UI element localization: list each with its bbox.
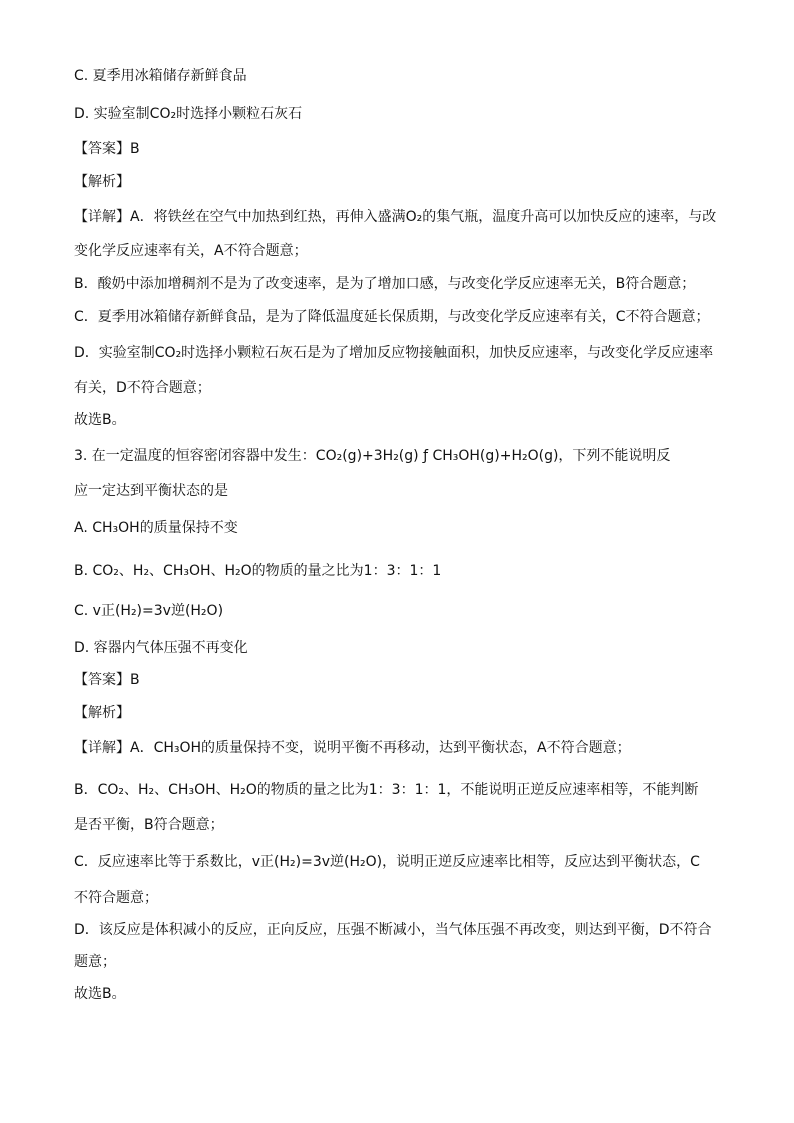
q3-detail-b-line1: B．CO₂、H₂、CH₃OH、H₂O的物质的量之比为1：3：1：1，不能说明正逆反应速率相等，不能判断 <box>74 782 699 798</box>
q2-option-c: C. 夏季用冰箱储存新鲜食品 <box>74 68 247 84</box>
q3-stem-line2: 应一定达到平衡状态的是 <box>74 483 228 499</box>
q3-detail-b-line2: 是否平衡，B符合题意； <box>74 817 224 833</box>
q3-detail-c-line1: C．反应速率比等于系数比，v正(H₂)=3v逆(H₂O)，说明正逆反应速率比相等，反应达到平衡状态，C <box>74 854 700 870</box>
q2-answer: 【答案】B <box>74 141 140 157</box>
q3-detail-d-line1: D．该反应是体积减小的反应，正向反应，压强不断减小，当气体压强不再改变，则达到平衡，D不符合 <box>74 922 712 938</box>
q2-detail-b: B．酸奶中添加增稠剂不是为了改变速率，是为了增加口感，与改变化学反应速率无关，B符合题意； <box>74 276 696 292</box>
q3-analysis-heading: 【解析】 <box>74 705 130 721</box>
q2-detail-a-line2: 变化学反应速率有关，A不符合题意； <box>74 243 308 259</box>
q3-conclusion: 故选B。 <box>74 986 126 1002</box>
q2-detail-d-line2: 有关，D不符合题意； <box>74 380 211 396</box>
q3-option-a: A. CH₃OH的质量保持不变 <box>74 520 238 536</box>
q3-answer: 【答案】B <box>74 672 140 688</box>
q3-detail-c-line2: 不符合题意； <box>74 890 158 906</box>
q3-detail-a: 【详解】A．CH₃OH的质量保持不变，说明平衡不再移动，达到平衡状态，A不符合题意； <box>74 740 631 756</box>
q2-detail-c: C．夏季用冰箱储存新鲜食品，是为了降低温度延长保质期，与改变化学反应速率有关，C不符合题意； <box>74 309 710 325</box>
q2-conclusion: 故选B。 <box>74 412 126 428</box>
q3-option-b: B. CO₂、H₂、CH₃OH、H₂O的物质的量之比为1：3：1：1 <box>74 563 442 579</box>
q3-detail-d-line2: 题意； <box>74 954 116 970</box>
q3-option-d: D. 容器内气体压强不再变化 <box>74 640 248 656</box>
q3-option-c: C. v正(H₂)=3v逆(H₂O) <box>74 603 224 619</box>
q3-stem-line1: 3. 在一定温度的恒容密闭容器中发生：CO₂(g)+3H₂(g) ƒ CH₃OH(g)+H₂O(g)，下列不能说明反 <box>74 448 671 464</box>
q2-detail-d-line1: D．实验室制CO₂时选择小颗粒石灰石是为了增加反应物接触面积，加快反应速率，与改变化学反应速率 <box>74 345 714 361</box>
q2-detail-a-line1: 【详解】A．将铁丝在空气中加热到红热，再伸入盛满O₂的集气瓶，温度升高可以加快反应的速率，与改 <box>74 209 717 225</box>
q2-analysis-heading: 【解析】 <box>74 174 130 190</box>
q2-option-d: D. 实验室制CO₂时选择小颗粒石灰石 <box>74 106 303 122</box>
